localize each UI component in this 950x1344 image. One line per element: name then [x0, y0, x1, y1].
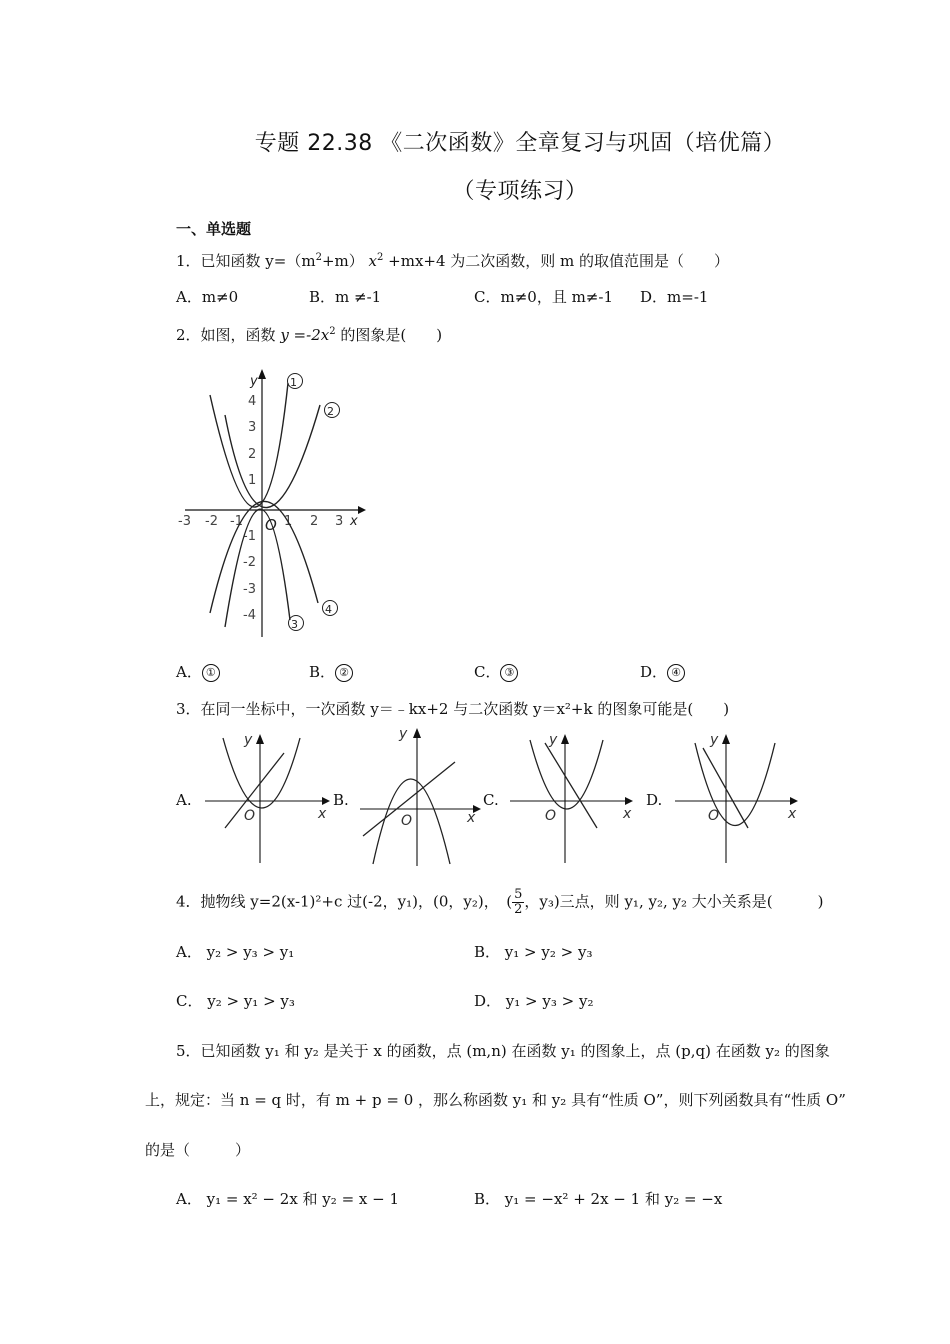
question-4: 4．抛物线 y=2(x-1)²+c 过(-2，y₁)，(0，y₂)， ( $\frac{5}{2}$ ，y₃)三点，则 y₁, y₂, y₂ 大小关系是( )	[176, 887, 824, 917]
x-tick: -2	[205, 514, 218, 529]
q5-option-b[interactable]: B． y₁ = −x² + 2x − 1 和 y₂ = −x	[474, 1190, 723, 1208]
q3-option-b[interactable]: B.	[333, 791, 349, 809]
y-tick: 3	[248, 420, 257, 435]
question-5-line-2: 上，规定：当 n = q 时，有 m + p = 0 ，那么称函数 y₁ 和 y₂ 具有“性质 O”，则下列函数具有“性质 O”	[145, 1091, 846, 1109]
y-axis-arrow	[258, 369, 266, 379]
y-tick: -3	[243, 582, 256, 597]
page-subtitle: （专项练习）	[452, 179, 588, 204]
x-axis-label: x	[623, 806, 632, 822]
x-tick: -3	[178, 514, 191, 529]
y-axis-label: y	[710, 732, 719, 748]
question-5-line-1: 5．已知函数 y₁ 和 y₂ 是关于 x 的函数，点 (m,n) 在函数 y₁ 的图象上，点 (p,q) 在函数 y₂ 的图象	[176, 1042, 830, 1060]
x-axis-label: x	[350, 514, 358, 529]
origin-label: O	[708, 808, 720, 824]
q3-graph-c	[505, 728, 640, 868]
q2-option-d[interactable]: D． ④	[640, 661, 685, 682]
q3-option-c[interactable]: C.	[483, 791, 499, 809]
page-title: 专题 22.38 《二次函数》全章复习与巩固（培优篇）	[254, 131, 786, 156]
question-5-line-3: 的是（ ）	[145, 1141, 251, 1159]
x-axis-arrow	[358, 506, 366, 514]
y-axis-label: y	[244, 732, 253, 748]
x-tick: -1	[230, 514, 243, 529]
y-tick: 4	[248, 394, 257, 409]
q3-graph-d	[670, 728, 805, 868]
q4-option-b[interactable]: B． y₁ > y₂ > y₃	[474, 943, 593, 961]
q2-option-c[interactable]: C． ③	[474, 661, 518, 682]
y-tick: -1	[243, 529, 256, 544]
y-tick: -4	[243, 608, 256, 623]
q2-parabola-graph	[170, 365, 370, 640]
curve-4	[210, 501, 318, 613]
y-axis-label: y	[549, 732, 558, 748]
q4-option-d[interactable]: D． y₁ > y₃ > y₂	[474, 992, 594, 1010]
x-tick: 2	[310, 514, 319, 529]
circled-number: ②	[335, 664, 353, 682]
q1-option-a[interactable]: A．m≠0	[176, 288, 239, 306]
circled-number: ③	[500, 664, 518, 682]
x-tick: 1	[284, 514, 293, 529]
x-tick: 3	[335, 514, 344, 529]
circled-number: ④	[667, 664, 685, 682]
curve-label-1: 1	[290, 376, 297, 389]
y-tick: 2	[248, 447, 257, 462]
origin-label: O	[265, 516, 277, 534]
y-axis-label: y	[399, 726, 408, 742]
q1-option-d[interactable]: D．m=-1	[640, 288, 709, 306]
q5-option-a[interactable]: A． y₁ = x² − 2x 和 y₂ = x − 1	[176, 1190, 400, 1208]
q4-option-c[interactable]: C． y₂ > y₁ > y₃	[176, 992, 295, 1010]
origin-label: O	[244, 808, 256, 824]
q1-option-b[interactable]: B．m ≠-1	[309, 288, 382, 306]
origin-label: O	[545, 808, 557, 824]
curve-label-4: 4	[325, 603, 332, 616]
q4-option-a[interactable]: A． y₂ > y₃ > y₁	[176, 943, 295, 961]
y-axis-label: y	[250, 374, 258, 389]
q2-option-b[interactable]: B． ②	[309, 661, 353, 682]
section-heading: 一、单选题	[176, 220, 252, 238]
q3-option-d[interactable]: D.	[646, 791, 663, 809]
fraction: $\frac{5}{2}$	[514, 887, 523, 917]
question-2: 2．如图，函数 $y =-2x^2$ 的图象是( )	[176, 326, 443, 344]
question-1: 1．已知函数 $y=(m^2+m)$ $x^2 +mx+4$ 为二次函数，则 m 的取值范围是（ ）	[176, 252, 730, 270]
circled-number: ①	[202, 664, 220, 682]
q2-option-a[interactable]: A． ①	[176, 661, 220, 682]
x-axis-label: x	[318, 806, 327, 822]
q3-option-a[interactable]: A.	[176, 791, 192, 809]
q3-graph-a	[200, 728, 335, 868]
x-axis-label: x	[788, 806, 797, 822]
q1-option-c[interactable]: C．m≠0，且 m≠-1	[474, 288, 613, 306]
question-3: 3．在同一坐标中，一次函数 y＝﹣kx+2 与二次函数 y＝x²+k 的图象可能是( )	[176, 700, 730, 718]
q3-graph-b	[355, 724, 490, 869]
x-axis-label: x	[467, 810, 476, 826]
origin-label: O	[401, 813, 413, 829]
curve-label-2: 2	[327, 405, 334, 418]
y-tick: -2	[243, 555, 256, 570]
y-tick: 1	[248, 473, 257, 488]
curve-label-3: 3	[291, 618, 298, 631]
